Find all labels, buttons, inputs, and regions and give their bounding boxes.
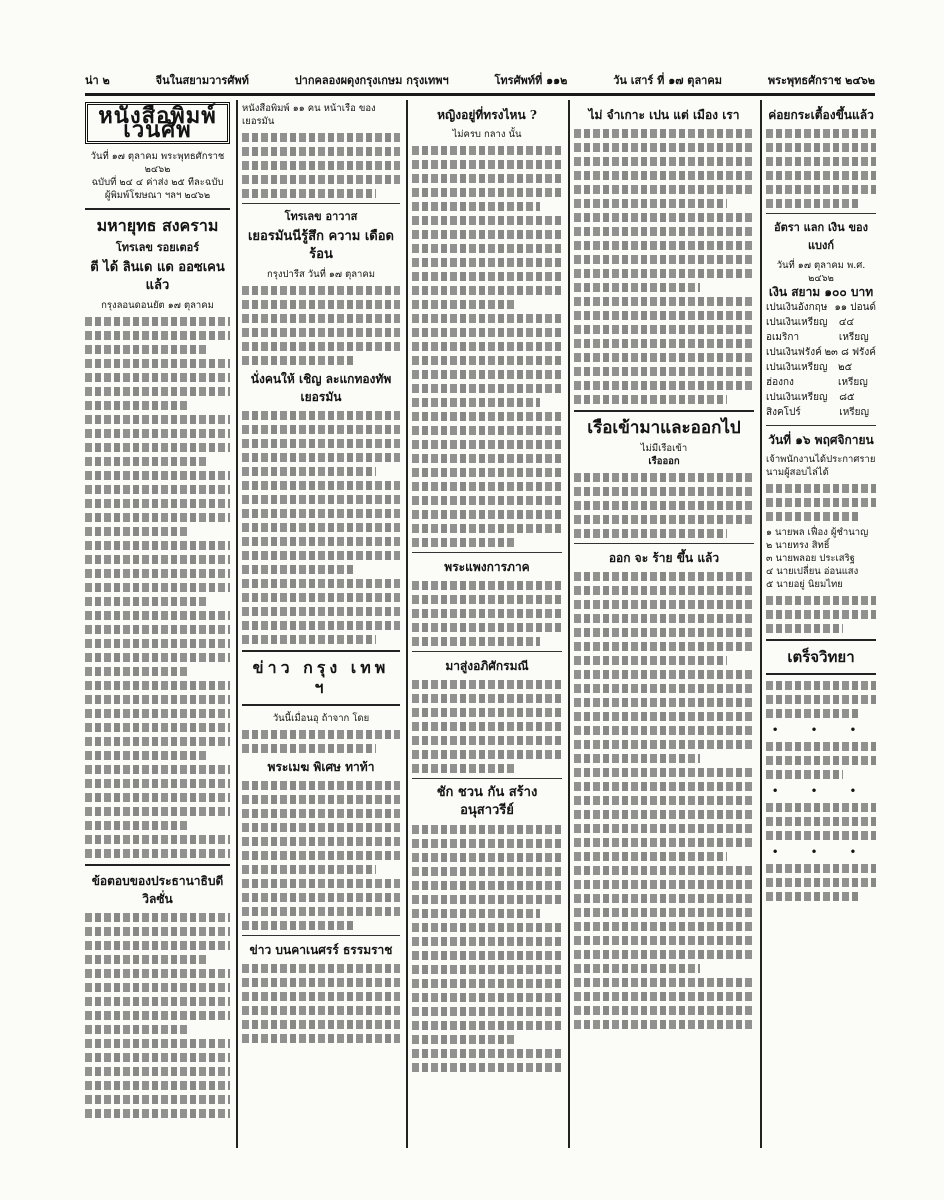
monument-headline: ชัก ชวน กัน สร้าง อนุสาวรีย์ <box>436 785 538 818</box>
divider <box>766 639 876 641</box>
exchange-rates <box>766 300 876 420</box>
exam-list-intro: เจ้าพนักงานได้ประกาศรายนามผู้สอบไล่ได้ <box>766 454 876 478</box>
divider <box>85 864 230 866</box>
masthead-line-2: ฉบับที่ ๒๔ ๔ ค่าส่ง ๒๕ ทีละฉบับ <box>91 177 224 189</box>
column-4 <box>574 102 754 1152</box>
divider <box>766 213 876 214</box>
article-body <box>85 913 230 1118</box>
separator-dots: • • • <box>771 784 871 798</box>
running-header <box>85 70 875 90</box>
wilson-headline: ข้อตอบของประธานาธิบดีวิลซั่น <box>91 874 224 907</box>
rate-row: เปนเงินอังกฤษ ๑๑ ปอนด์ <box>766 302 876 313</box>
exam-name: ๕ นายอยู่ นิยมไทย <box>766 579 843 590</box>
ships-headline: เรือเข้ามาและออกไป <box>587 418 741 438</box>
column-rule <box>760 100 762 1148</box>
column-1 <box>85 102 230 1152</box>
separator-dots: • • • <box>771 845 871 859</box>
outbreak-headline: ออก จะ ร้าย ขึ้น แล้ว <box>608 551 720 565</box>
war-subheadline: โทรเลข รอยเตอร์ <box>115 241 200 255</box>
exam-name: ๔ นายเปลี่ยน อ่อนแสง <box>766 566 859 577</box>
woman-question: ไม่ครบ กลาง นั้น <box>452 129 522 140</box>
exam-name: ๒ นายทรง สิทธิ์ <box>766 540 830 551</box>
masthead-title: หนังสือพิมพ์เวนศัพ <box>85 102 230 144</box>
region-headline: พระแพงการภาค <box>444 560 530 574</box>
germany-headline: เยอรมันนีรู้สึก ความ เดือดร้อน <box>247 229 395 262</box>
bangkok-news-sub: วันนี้เมื่อนอุ ถ้าจาก โดย <box>272 713 370 724</box>
telegraph-headline: โทรเลข อาวาส <box>284 210 358 223</box>
column-5 <box>766 102 876 1152</box>
lindeu-headline: ตี ได้ ลินเด แด ออซเคน แล้ว <box>90 260 225 294</box>
divider <box>242 650 400 652</box>
royal-headline: พระเมฆ พิเศษ ทาท้า <box>267 760 375 774</box>
paper-name: จีนในสยามวารศัพท์ <box>155 74 249 87</box>
rate-row: เปนเงินฟรังค์ ๒๓ ๘ ฟรังค์ <box>766 347 876 358</box>
column-title-trejwittaya: เตร็จวิทยา <box>787 648 855 666</box>
city-headline: ไม่ จำเกาะ เปน แต่ เมือง เรา <box>588 108 740 122</box>
woman-headline: หญิงอยู่ที่ทรงไหน ? <box>437 108 537 122</box>
divider <box>242 203 400 204</box>
divider <box>242 704 400 706</box>
exchange-headline: อัตรา แลก เงิน ของ แบงก์ <box>774 221 868 252</box>
divider <box>574 410 754 412</box>
paper-phone: โทรศัพท์ที่ ๑๑๒ <box>494 74 568 87</box>
exam-name: ๓ นายพลอย ประเสริฐ <box>766 553 855 564</box>
november-headline: วันที่ ๑๖ พฤศจิกายน <box>768 433 874 447</box>
column-2-intro: หนังสือพิมพ์ ๑๑ คน หน้าเรือ ของเยอรมัน <box>242 103 376 127</box>
divider <box>85 208 230 210</box>
ships-in-label: ไม่มีเรือเข้า <box>640 443 688 454</box>
column-rule <box>236 100 238 1148</box>
war-headline: มหายุทธ สงคราม <box>96 216 219 236</box>
divider <box>766 673 876 675</box>
london-dateline: กรุงลอนดอนยัต ๑๗ ตุลาคม <box>101 300 214 312</box>
column-2 <box>242 102 400 1152</box>
divider <box>412 778 562 779</box>
german-army-headline: นั่งคนให้ เชิญ ละแกทองทัพเยอรมัน <box>250 372 392 404</box>
exam-name: ๑ นายพล เฟื่อง ผู้ชำนาญ <box>766 527 869 538</box>
recovery-headline: ค่อยกระเตื้องขึ้นแล้ว <box>768 108 874 122</box>
column-3 <box>412 102 562 1152</box>
masthead-line-1: วันที่ ๑๗ ตุลาคม พระพุทธศักราช ๒๔๖๒ <box>90 151 225 176</box>
masthead-line-3: ผู้พิมพ์โฆษณา ฯลฯ ๒๔๖๒ <box>104 190 211 202</box>
exchange-base: เงิน สยาม ๑๐๐ บาท <box>768 285 874 299</box>
rate-row: เปนเงินเหรียญฮ่องกง ๒๕ เหรียญ <box>766 362 868 388</box>
nakhon-headline: ข่าว บนคาเนศรร์ ธรรมราช <box>249 943 393 957</box>
paper-address: ปากคลองผดุงกรุงเกษม กรุงเทพฯ <box>294 74 449 87</box>
paris-dateline: กรุงปารีส วันที่ ๑๗ ตุลาคม <box>266 269 376 280</box>
page-number: น่า ๒ <box>85 74 110 87</box>
ships-out-label: เรือออก <box>648 456 680 467</box>
divider <box>412 651 562 652</box>
divider <box>766 425 876 426</box>
article-body <box>85 317 230 858</box>
divider <box>412 552 562 553</box>
rate-row: เปนเงินเหรียญอเมริกา ๔๔ เหรียญ <box>766 317 869 343</box>
separator-dots: • • • <box>771 723 871 737</box>
issue-date: วัน เสาร์ ที่ ๑๗ ตุลาคม <box>613 74 722 87</box>
top-rule <box>85 93 875 96</box>
issue-year: พระพุทธศักราช ๒๔๖๒ <box>767 74 875 87</box>
column-rule <box>406 100 408 1148</box>
rate-row: เปนเงินเหรียญสิงคโปร์ ๘๕ เหรียญ <box>766 392 870 418</box>
ceremony-headline: มาสู่งอภิศักรมณี <box>445 659 529 673</box>
bangkok-news-headline: ข่าว กรุง เทพ ฯ <box>252 658 390 697</box>
exchange-date: วันที่ ๑๗ ตุลาคม พ.ศ. ๒๔๖๒ <box>776 260 866 284</box>
divider <box>574 543 754 544</box>
divider <box>242 935 400 936</box>
column-rule <box>568 100 570 1148</box>
